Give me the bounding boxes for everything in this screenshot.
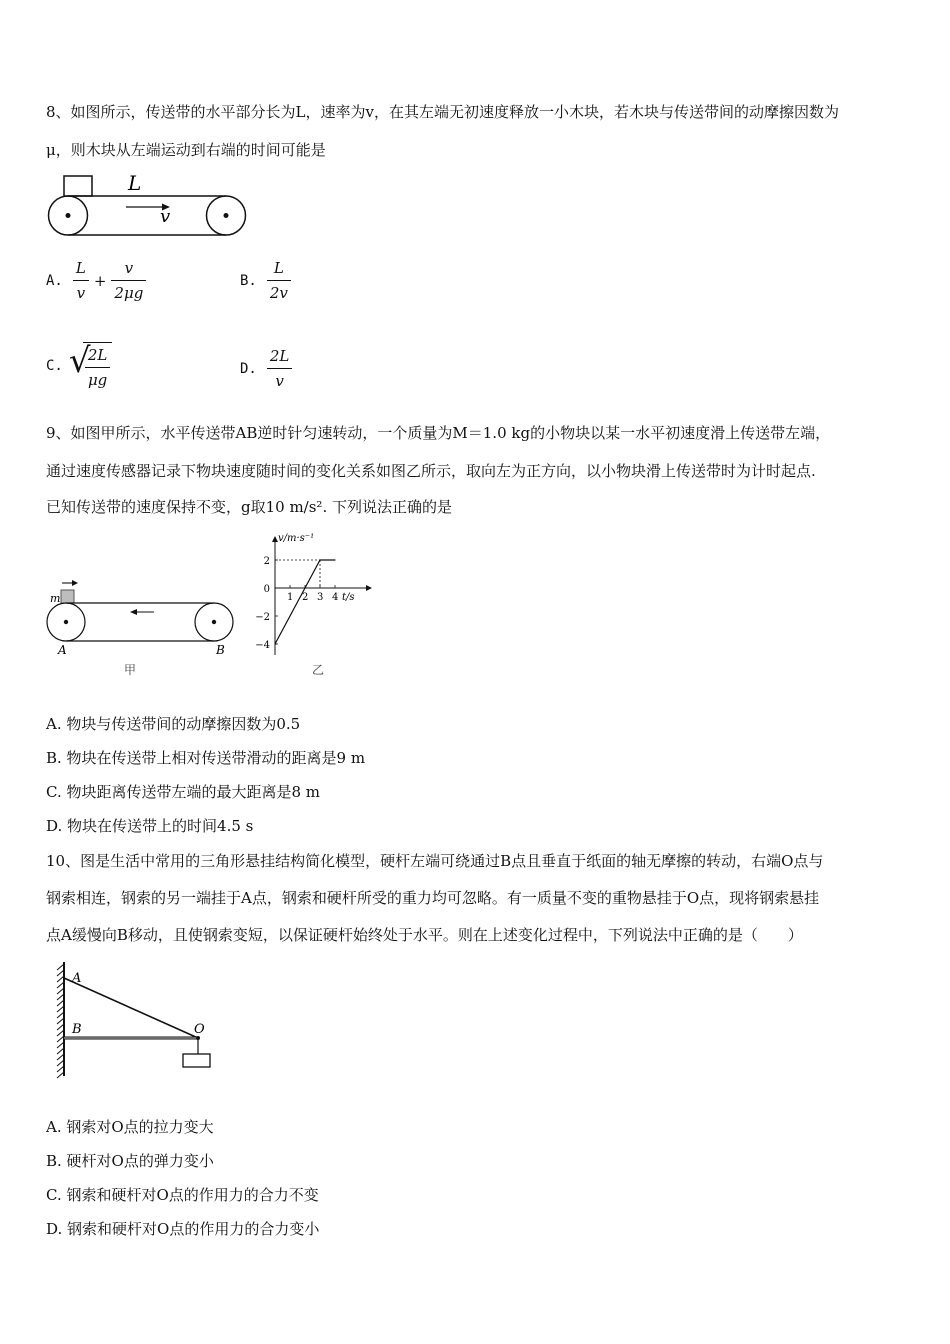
q8-option-b[interactable] bbox=[240, 258, 293, 303]
hatch-line bbox=[57, 964, 64, 970]
q9-option-c[interactable]: C. 物块距离传送带左端的最大距离是8 m bbox=[46, 783, 321, 801]
q8-option-c-letter: C. bbox=[46, 358, 63, 374]
q8-option-b-den: 2v bbox=[267, 280, 291, 303]
q9-caption-jia: 甲 bbox=[124, 663, 137, 677]
hatch-line bbox=[57, 1000, 64, 1006]
q10-text-line-3: 点A缓慢向B移动，且使钢索变短，以保证硬杆始终处于水平。则在上述变化过程中，下列说法中正确的是（ ） bbox=[46, 926, 803, 944]
q8-option-a[interactable] bbox=[46, 258, 148, 303]
q9-text-line-3: 已知传送带的速度保持不变，g取10 m/s². 下列说法正确的是 bbox=[46, 498, 452, 516]
x-axis-arrow bbox=[366, 585, 372, 591]
hatch-line bbox=[57, 1072, 64, 1078]
q10-text-line-2: 钢索相连，钢索的另一端挂于A点，钢索和硬杆所受的重力均可忽略。有一质量不变的重物悬挂于O点，现将钢索悬挂 bbox=[46, 889, 820, 907]
data-point bbox=[319, 559, 320, 560]
q9-option-d[interactable]: D. 物块在传送带上的时间4.5 s bbox=[46, 817, 254, 835]
q8-option-b-num: L bbox=[273, 259, 284, 277]
q8-option-c-den: μg bbox=[85, 367, 111, 390]
q8-option-a-frac-2 bbox=[111, 258, 146, 303]
q9-text-line-2: 通过速度传感器记录下物块速度随时间的变化关系如图乙所示，取向左为正方向，以小物块滑上传送带时为计时起点. bbox=[46, 462, 816, 480]
q8-option-c-num: 2L bbox=[87, 346, 108, 364]
q8-option-b-frac bbox=[267, 258, 291, 303]
q9-caption-yi: 乙 bbox=[312, 663, 325, 677]
q10-wall-hatch bbox=[57, 964, 64, 1078]
hatch-line bbox=[57, 1066, 64, 1072]
q10-option-c[interactable]: C. 钢索和硬杆对O点的作用力的合力不变 bbox=[46, 1186, 319, 1204]
hatch-line bbox=[57, 1060, 64, 1066]
q9-block bbox=[61, 590, 74, 603]
hatch-line bbox=[57, 970, 64, 976]
q10-option-a[interactable]: A. 钢索对O点的拉力变大 bbox=[46, 1118, 214, 1136]
q9-label-m: m bbox=[50, 592, 61, 605]
q10-label-O: O bbox=[194, 1022, 205, 1037]
q8-option-a-plus: + bbox=[93, 271, 107, 290]
hatch-line bbox=[57, 1036, 64, 1042]
q10-label-A: A bbox=[72, 971, 82, 986]
y-axis-label: v/m·s⁻¹ bbox=[278, 533, 315, 544]
data-point bbox=[304, 587, 305, 588]
hatch-line bbox=[57, 976, 64, 982]
q9-fig-jia bbox=[44, 572, 244, 682]
q9-label-B: B bbox=[216, 643, 225, 657]
hatch-line bbox=[57, 994, 64, 1000]
hatch-line bbox=[57, 1018, 64, 1024]
hatch-line bbox=[57, 988, 64, 994]
x-tick-label: 3 bbox=[317, 592, 324, 603]
hatch-line bbox=[57, 1012, 64, 1018]
q10-label-B: B bbox=[72, 1022, 82, 1037]
q9-option-a[interactable]: A. 物块与传送带间的动摩擦因数为0.5 bbox=[46, 715, 301, 733]
y-tick-label: −2 bbox=[255, 612, 270, 623]
q8-block bbox=[64, 176, 92, 196]
hatch-line bbox=[57, 1006, 64, 1012]
q9-label-A: A bbox=[58, 643, 67, 657]
q8-option-d-den: v bbox=[267, 368, 293, 391]
q9-vt-chart bbox=[250, 530, 380, 680]
q8-option-d[interactable] bbox=[240, 346, 294, 391]
q8-option-a-letter: A. bbox=[46, 272, 63, 289]
q10-text-line-1: 10、图是生活中常用的三角形悬挂结构简化模型，硬杆左端可绕通过B点且垂直于纸面的轴无摩擦的转动，右端O点与 bbox=[46, 852, 824, 870]
q8-label-L: L bbox=[128, 171, 142, 195]
x-tick-label: 4 bbox=[332, 592, 339, 603]
q8-text-line-2: μ，则木块从左端运动到右端的时间可能是 bbox=[46, 141, 326, 159]
x-tick-label: 1 bbox=[287, 592, 294, 603]
q10-cable bbox=[64, 978, 198, 1038]
q10-option-b[interactable]: B. 硬杆对O点的弹力变小 bbox=[46, 1152, 214, 1170]
q8-option-a-num-1: L bbox=[75, 259, 86, 277]
x-tick-label: 2 bbox=[302, 592, 309, 603]
radical-sign-icon: √ bbox=[68, 341, 91, 381]
q9-option-b[interactable]: B. 物块在传送带上相对传送带滑动的距离是9 m bbox=[46, 749, 366, 767]
hatch-line bbox=[57, 982, 64, 988]
y-tick-label: 2 bbox=[263, 556, 270, 567]
y-tick-label: −4 bbox=[255, 640, 270, 651]
q8-option-d-num: 2L bbox=[269, 347, 290, 365]
hatch-line bbox=[57, 1024, 64, 1030]
q10-option-d[interactable]: D. 钢索和硬杆对O点的作用力的合力变小 bbox=[46, 1220, 320, 1238]
q8-text-line-1: 8、如图所示，传送带的水平部分长为L，速率为v，在其左端无初速度释放一小木块，若木块与传送带间的动摩擦因数为 bbox=[46, 103, 839, 121]
q8-option-c-sqrt bbox=[69, 342, 113, 390]
hatch-line bbox=[57, 1030, 64, 1036]
hatch-line bbox=[57, 1048, 64, 1054]
q8-option-d-frac bbox=[267, 346, 293, 391]
x-axis-label: t/s bbox=[342, 592, 355, 603]
data-point bbox=[274, 643, 275, 644]
q8-option-b-letter: B. bbox=[240, 272, 257, 289]
q8-option-a-den-2: 2μg bbox=[111, 280, 146, 303]
q8-option-a-frac-1 bbox=[73, 258, 89, 303]
q10-figure bbox=[52, 958, 222, 1080]
q10-weight bbox=[183, 1054, 210, 1067]
hatch-line bbox=[57, 1042, 64, 1048]
q8-option-a-num-2: v bbox=[124, 259, 134, 277]
y-tick-label: 0 bbox=[263, 584, 270, 595]
q8-option-d-letter: D. bbox=[240, 360, 257, 377]
q8-option-c[interactable] bbox=[46, 342, 112, 390]
q8-label-v: v bbox=[160, 206, 171, 227]
q8-conveyor-figure bbox=[44, 168, 254, 240]
q9-text-line-1: 9、如图甲所示，水平传送带AB逆时针匀速转动，一个质量为M＝1.0 kg的小物块以某一水平初速度滑上传送带左端， bbox=[46, 424, 831, 442]
q8-option-a-den-1: v bbox=[73, 280, 89, 303]
hatch-line bbox=[57, 1054, 64, 1060]
data-point bbox=[334, 559, 335, 560]
